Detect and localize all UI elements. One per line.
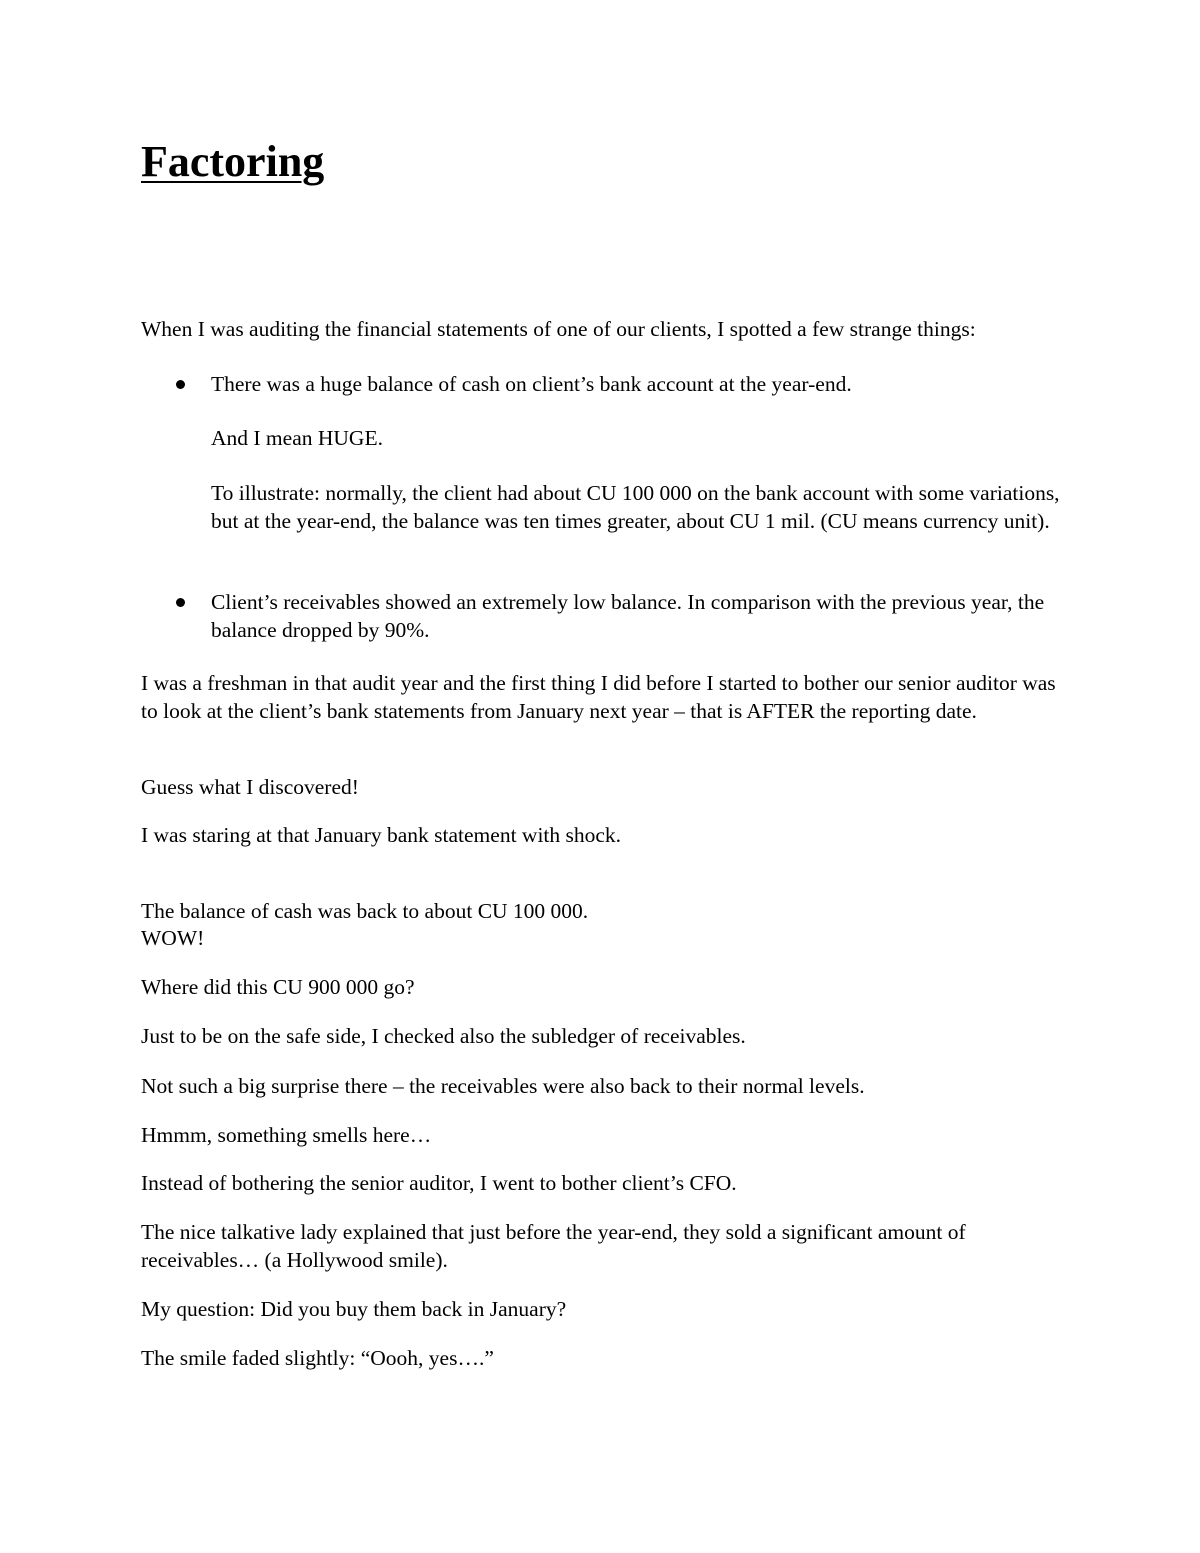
body-paragraph: The balance of cash was back to about CU 100 000. [141,899,589,923]
document-title: Factoring [141,137,325,186]
body-paragraph: Instead of bothering the senior auditor, I went to bother client’s CFO. [141,1171,737,1195]
bullet-1-paragraph-1: There was a huge balance of cash on client’s bank account at the year-end. [211,372,852,396]
body-paragraph: Not such a big surprise there – the receivables were also back to their normal levels. [141,1074,865,1098]
bullet-icon [176,598,185,607]
body-paragraph: Guess what I discovered! [141,775,359,799]
body-paragraph: Where did this CU 900 000 go? [141,975,415,999]
bullet-1-paragraph-2: And I mean HUGE. [211,426,383,450]
body-paragraph: I was a freshman in that audit year and the first thing I did before I started to bother our senior auditor was to look at the client’s bank statements from January next year – that is AFTER the reporting date. [141,671,1056,723]
body-paragraph: My question: Did you buy them back in January? [141,1297,567,1321]
body-paragraph: Hmmm, something smells here… [141,1123,432,1147]
body-paragraph: I was staring at that January bank statement with shock. [141,823,622,847]
bullet-2-paragraph-1: Client’s receivables showed an extremely low balance. In comparison with the previous year, the balance dropped by 90%. [211,590,1045,642]
bullet-icon [176,380,185,389]
bullet-1-paragraph-3: To illustrate: normally, the client had about CU 100 000 on the bank account with some variations, but at the year-end, the balance was ten times greater, about CU 1 mil. (CU means currency unit). [211,481,1060,533]
body-paragraph: The smile faded slightly: “Oooh, yes….” [141,1346,494,1370]
intro-paragraph: When I was auditing the financial statements of one of our clients, I spotted a few strange things: [141,317,976,341]
body-paragraph: Just to be on the safe side, I checked also the subledger of receivables. [141,1024,746,1048]
body-paragraph: The nice talkative lady explained that just before the year-end, they sold a significant amount of receivables… (a Hollywood smile). [141,1220,966,1272]
body-paragraph: WOW! [141,926,205,950]
